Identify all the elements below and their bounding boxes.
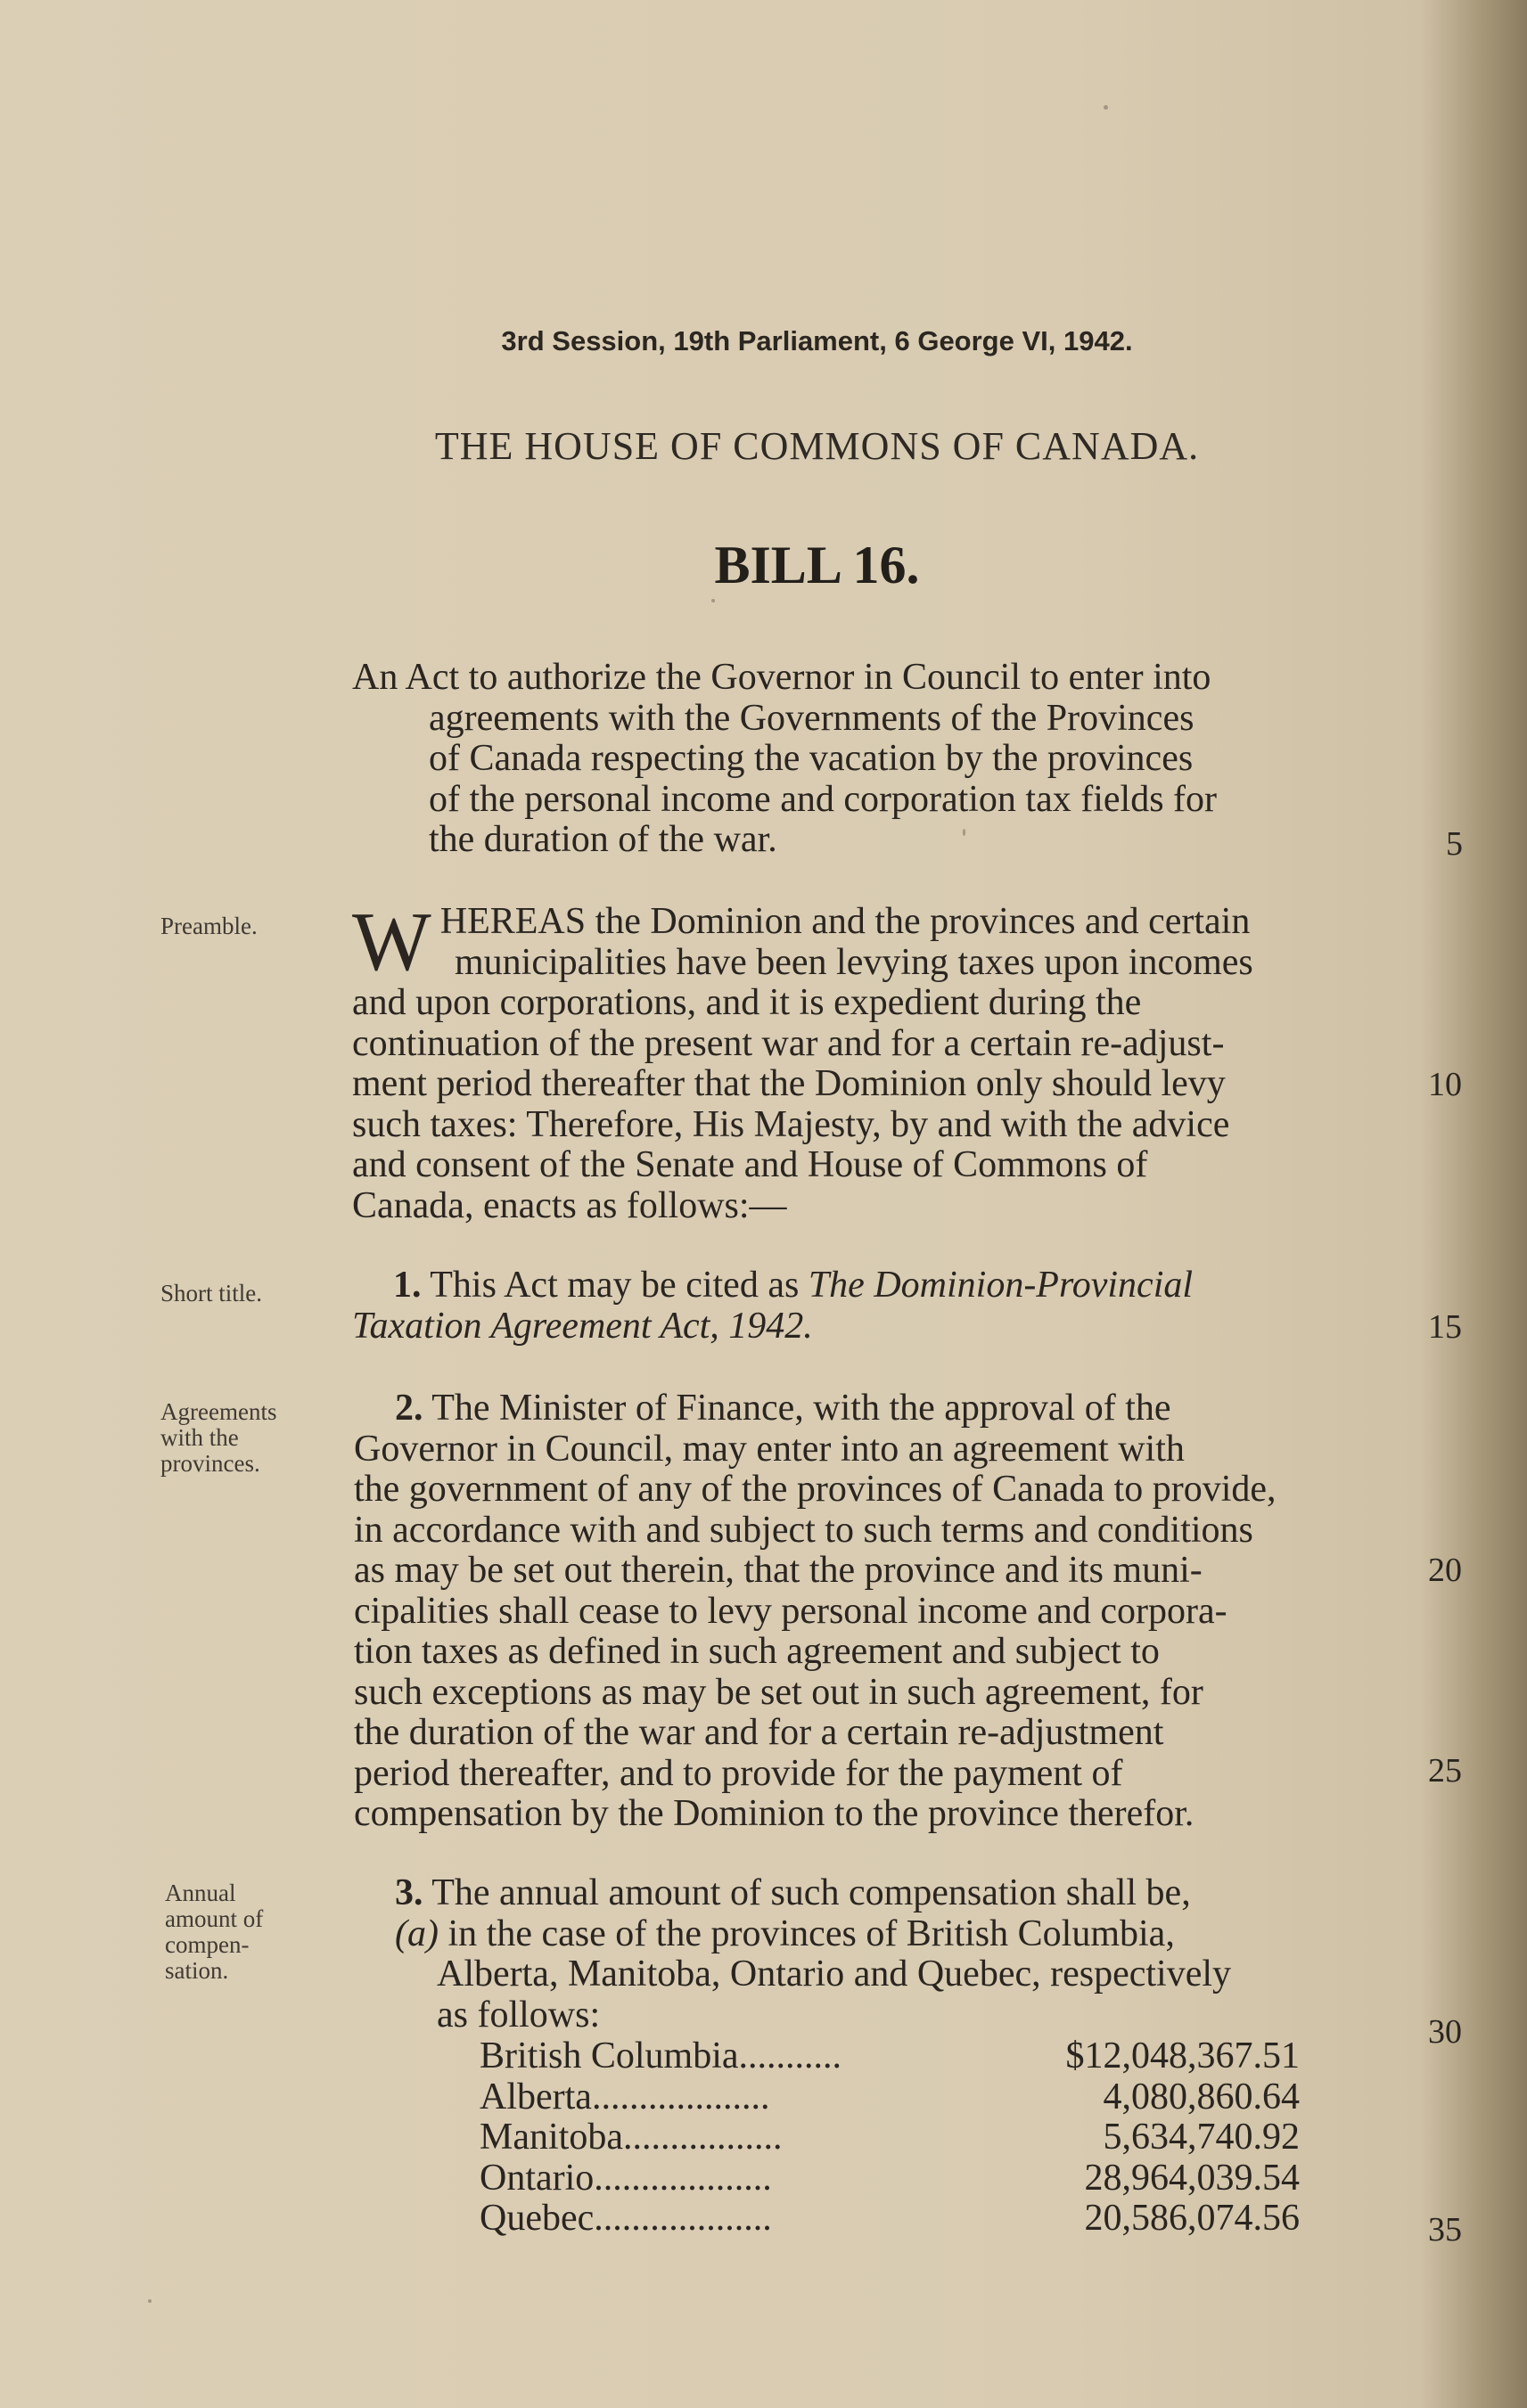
dropcap: W xyxy=(352,896,431,988)
section-line: The Minister of Finance, with the approval of the xyxy=(431,1388,1171,1429)
paper-speck xyxy=(1104,105,1108,110)
amount: 4,080,860.64 xyxy=(1103,2076,1300,2117)
margin-note-line: sation. xyxy=(165,1957,229,1984)
amount: $12,048,367.51 xyxy=(1065,2035,1300,2076)
schedule-row xyxy=(480,2199,1300,2240)
section-line: Governor in Council, may enter into an agreement with xyxy=(354,1428,1185,1470)
schedule-row xyxy=(480,2077,1300,2118)
preamble-line: and upon corporations, and it is expedient during the xyxy=(352,982,1142,1023)
title-line: of Canada respecting the vacation by the provinces xyxy=(429,738,1194,779)
province-name: Alberta xyxy=(480,2076,592,2117)
section-line: cipalities shall cease to levy personal income and corpora- xyxy=(354,1590,1227,1632)
margin-note-line: compen- xyxy=(165,1931,250,1958)
margin-note-annual xyxy=(165,1880,263,1984)
amount: 20,586,074.56 xyxy=(1084,2198,1300,2239)
title-line: the duration of the war. xyxy=(429,819,777,860)
section-line: the duration of the war and for a certain re-adjustment xyxy=(354,1712,1164,1753)
province-name: Quebec xyxy=(480,2198,595,2239)
paper-speck xyxy=(711,599,715,602)
act-title: The Dominion-Provincial xyxy=(808,1265,1194,1306)
margin-note-line: provinces. xyxy=(160,1450,260,1477)
preamble-line: continuation of the present war and for a certain re-adjust- xyxy=(352,1022,1225,1064)
house-title: THE HOUSE OF COMMONS OF CANADA. xyxy=(434,424,1200,468)
line-number: 30 xyxy=(1428,2013,1462,2051)
section-line: as follows: xyxy=(437,1994,601,2035)
section-number: 2. xyxy=(395,1388,423,1429)
amount: 28,964,039.54 xyxy=(1084,2157,1300,2199)
act-title: Taxation Agreement Act, 1942. xyxy=(352,1305,813,1347)
preamble-line: Canada, enacts as follows:— xyxy=(352,1184,787,1226)
preamble-line: HEREAS the Dominion and the provinces and certain xyxy=(439,901,1251,942)
section-line: tion taxes as defined in such agreement and subject to xyxy=(354,1631,1160,1672)
section-line: in accordance with and subject to such terms and conditions xyxy=(354,1509,1253,1551)
title-line: An Act to authorize the Governor in Council to enter into xyxy=(352,657,1211,698)
section-1 xyxy=(352,1265,1415,1347)
long-title xyxy=(352,658,1415,861)
margin-note-line: Annual xyxy=(165,1880,236,1906)
preamble-line: municipalities have been levying taxes upon incomes xyxy=(455,941,1253,983)
leader-dots: ................... xyxy=(594,2198,772,2239)
section-line: period thereafter, and to provide for the payment of xyxy=(354,1752,1123,1794)
margin-note-short-title: Short title. xyxy=(160,1280,262,1306)
leader-dots: ................... xyxy=(591,2076,770,2117)
section-line: as may be set out therein, that the province and its muni- xyxy=(354,1550,1203,1591)
preamble-line: such taxes: Therefore, His Majesty, by and with the advice xyxy=(352,1103,1230,1145)
clause-label: (a) xyxy=(395,1912,439,1954)
section-line: such exceptions as may be set out in such agreement, for xyxy=(354,1671,1203,1713)
margin-note-agreements xyxy=(160,1399,276,1477)
section-3 xyxy=(354,1873,1416,2035)
line-number: 25 xyxy=(1428,1752,1462,1790)
line-number: 5 xyxy=(1446,825,1463,863)
section-line: in the case of the provinces of British Columbia, xyxy=(447,1912,1175,1954)
title-line: agreements with the Governments of the Provinces xyxy=(429,697,1195,739)
section-line: compensation by the Dominion to the province therefor. xyxy=(354,1793,1195,1834)
section-line: The annual amount of such compensation shall be, xyxy=(431,1872,1191,1913)
margin-note-line: Agreements xyxy=(160,1398,277,1425)
schedule-row xyxy=(480,2036,1300,2077)
session-header: 3rd Session, 19th Parliament, 6 George VI, 1942. xyxy=(501,325,1133,356)
preamble-line: ment period thereafter that the Dominion only should levy xyxy=(352,1063,1226,1104)
line-number: 20 xyxy=(1428,1552,1462,1589)
section-line: the government of any of the provinces of Canada to provide, xyxy=(354,1469,1277,1510)
margin-note-line: amount of xyxy=(165,1905,264,1932)
schedule-row xyxy=(480,2117,1300,2158)
line-number: 10 xyxy=(1428,1066,1462,1103)
margin-note-preamble: Preamble. xyxy=(160,913,258,939)
margin-note-line: with the xyxy=(160,1424,239,1451)
section-line: Alberta, Manitoba, Ontario and Quebec, respectively xyxy=(437,1953,1232,1994)
leader-dots: ........... xyxy=(738,2035,842,2076)
section-number: 1. xyxy=(393,1265,422,1306)
preamble-text xyxy=(352,896,1415,1226)
province-name: Ontario xyxy=(480,2157,595,2199)
preamble-line: and consent of the Senate and House of Commons of xyxy=(352,1144,1148,1185)
province-name: British Columbia xyxy=(480,2035,739,2076)
leader-dots: ................... xyxy=(594,2157,772,2199)
leader-dots: ................. xyxy=(622,2117,783,2158)
section-2 xyxy=(354,1388,1416,1835)
bill-number: BILL 16. xyxy=(714,536,920,594)
paper-speck xyxy=(963,829,965,836)
section-text: This Act may be cited as xyxy=(430,1265,809,1306)
compensation-schedule xyxy=(480,2036,1300,2240)
schedule-row xyxy=(480,2158,1300,2199)
paper-speck xyxy=(148,2299,152,2303)
province-name: Manitoba xyxy=(480,2117,623,2158)
amount: 5,634,740.92 xyxy=(1103,2117,1300,2158)
section-number: 3. xyxy=(395,1872,423,1913)
line-number: 35 xyxy=(1428,2211,1462,2248)
line-number: 15 xyxy=(1428,1308,1462,1346)
title-line: of the personal income and corporation tax fields for xyxy=(429,778,1218,820)
